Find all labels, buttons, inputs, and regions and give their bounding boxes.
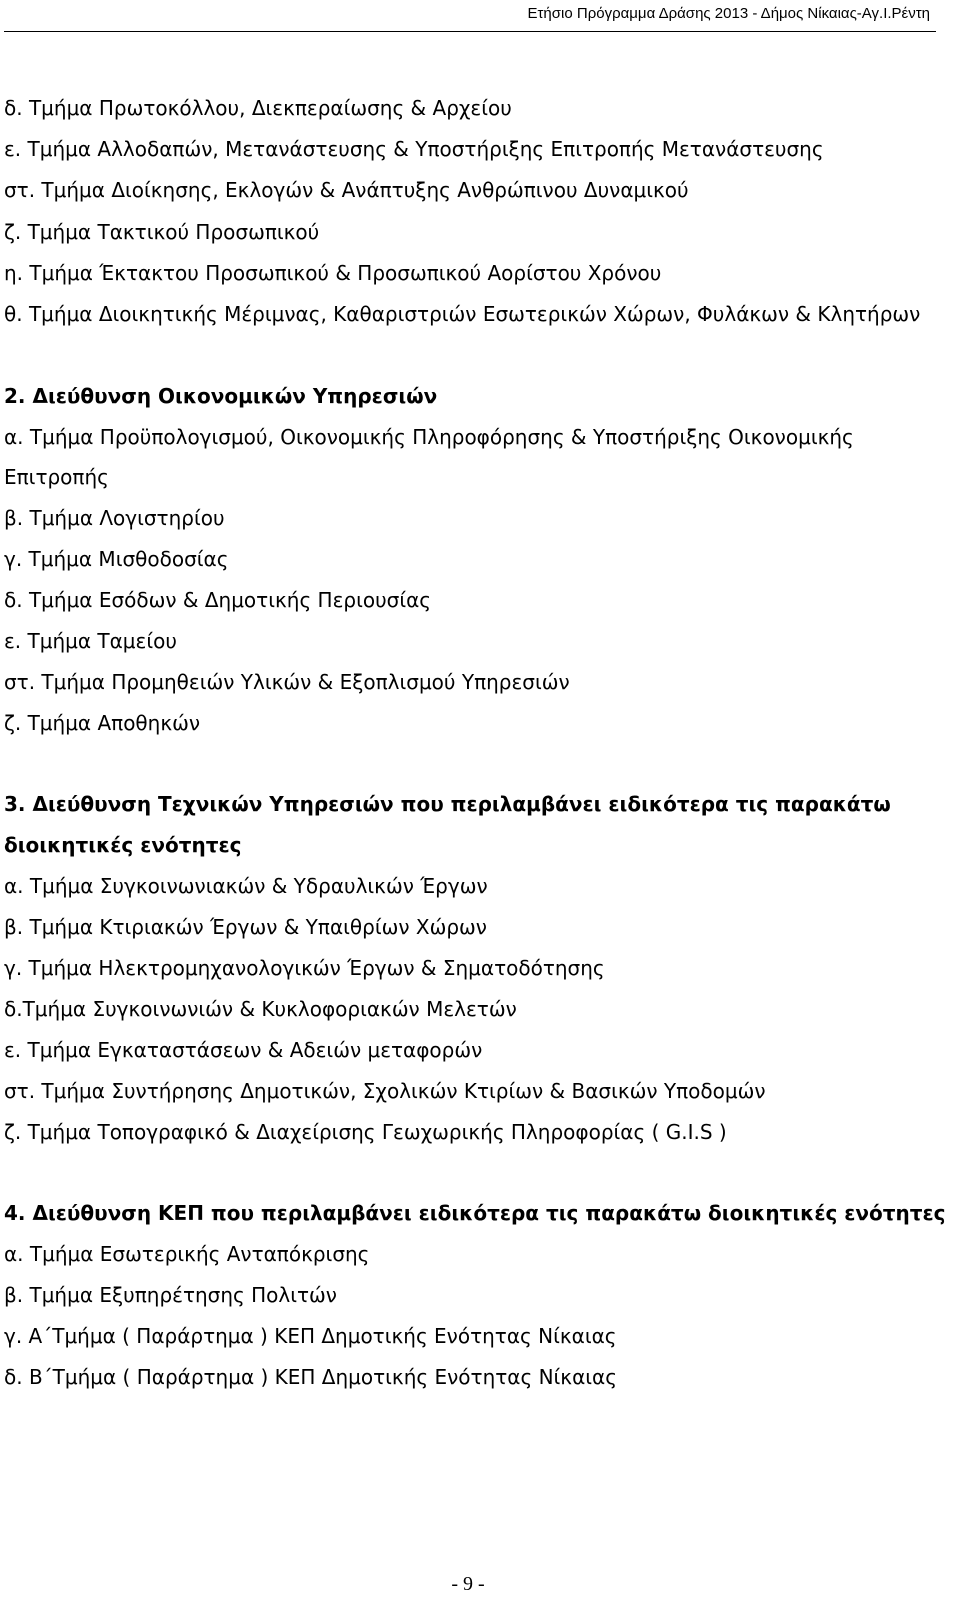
section-spacer <box>4 1152 934 1193</box>
list-item: β. Τμήμα Κτιριακών Έργων & Υπαιθρίων Χώρων <box>4 915 487 939</box>
section-heading: 3. Διεύθυνση Τεχνικών Υπηρεσιών που περιλαμβάνει ειδικότερα τις παρακάτω <box>4 792 891 817</box>
section-spacer <box>4 744 934 785</box>
section-heading-continuation: διοικητικές ενότητες <box>4 833 242 858</box>
list-item: θ. Τμήμα Διοικητικής Μέριμνας, Καθαριστριών Εσωτερικών Χώρων, Φυλάκων & Κλητήρων <box>4 301 921 326</box>
document-body <box>4 88 946 1397</box>
section-spacer <box>4 335 934 376</box>
list-item: β. Τμήμα Λογιστηρίου <box>4 506 225 531</box>
list-item: ε. Τμήμα Αλλοδαπών, Μετανάστευσης & Υποστήριξης Επιτροπής Μετανάστευσης <box>4 137 824 162</box>
section-heading: 2. Διεύθυνση Οικονομικών Υπηρεσιών <box>4 383 438 408</box>
list-item: στ. Τμήμα Συντήρησης Δημοτικών, Σχολικών Κτιρίων & Βασικών Υποδομών <box>4 1078 766 1103</box>
list-item: γ. Τμήμα Ηλεκτρομηχανολογικών Έργων & Σηματοδότησης <box>4 955 605 980</box>
list-item: στ. Τμήμα Διοίκησης, Εκλογών & Ανάπτυξης Ανθρώπινου Δυναμικού <box>4 178 689 203</box>
section-3 <box>4 784 934 1152</box>
list-item: δ.Τμήμα Συγκοινωνιών & Κυκλοφοριακών Μελετών <box>4 996 517 1021</box>
header-divider <box>4 31 936 32</box>
intro-list <box>4 88 934 335</box>
section-2 <box>4 376 934 744</box>
section-heading: 4. Διεύθυνση ΚΕΠ που περιλαμβάνει ειδικότερα τις παρακάτω διοικητικές ενότητες <box>4 1200 946 1225</box>
list-item: γ. Α΄Τμήμα ( Παράρτημα ) ΚΕΠ Δημοτικής Ενότητας Νίκαιας <box>4 1323 617 1348</box>
list-item: ζ. Τμήμα Τακτικού Προσωπικού <box>4 219 320 244</box>
list-item: ε. Τμήμα Εγκαταστάσεων & Αδειών μεταφορών <box>4 1037 483 1062</box>
list-item: στ. Τμήμα Προμηθειών Υλικών & Εξοπλισμού Υπηρεσιών <box>4 669 570 694</box>
list-item: δ. Τμήμα Πρωτοκόλλου, Διεκπεραίωσης & Αρχείου <box>4 96 512 120</box>
list-item: ζ. Τμήμα Τοπογραφικό & Διαχείρισης Γεωχωρικής Πληροφορίας ( G.I.S ) <box>4 1119 727 1144</box>
list-item: γ. Τμήμα Μισθοδοσίας <box>4 547 229 572</box>
list-item: β. Τμήμα Εξυπηρέτησης Πολιτών <box>4 1282 337 1307</box>
list-item: ε. Τμήμα Ταμείου <box>4 629 177 654</box>
list-item: α. Τμήμα Εσωτερικής Ανταπόκρισης <box>4 1241 370 1266</box>
list-item: ζ. Τμήμα Αποθηκών <box>4 710 201 735</box>
running-header: Ετήσιο Πρόγραμμα Δράσης 2013 - Δήμος Νίκαιας-Αγ.Ι.Ρέντη <box>527 5 930 22</box>
list-item: α. Τμήμα Προϋπολογισμού, Οικονομικής Πληροφόρησης & Υποστήριξης Οικονομικής <box>4 424 854 449</box>
list-item: η. Τμήμα Έκτακτου Προσωπικού & Προσωπικού Αορίστου Χρόνου <box>4 260 662 285</box>
section-4 <box>4 1193 946 1398</box>
list-item: δ. Τμήμα Εσόδων & Δημοτικής Περιουσίας <box>4 588 432 613</box>
list-item-continuation: Επιτροπής <box>4 465 109 490</box>
list-item: δ. Β΄Τμήμα ( Παράρτημα ) ΚΕΠ Δημοτικής Ενότητας Νίκαιας <box>4 1364 617 1389</box>
list-item: α. Τμήμα Συγκοινωνιακών & Υδραυλικών Έργων <box>4 874 488 899</box>
page-number: - 9 - <box>451 1573 485 1595</box>
